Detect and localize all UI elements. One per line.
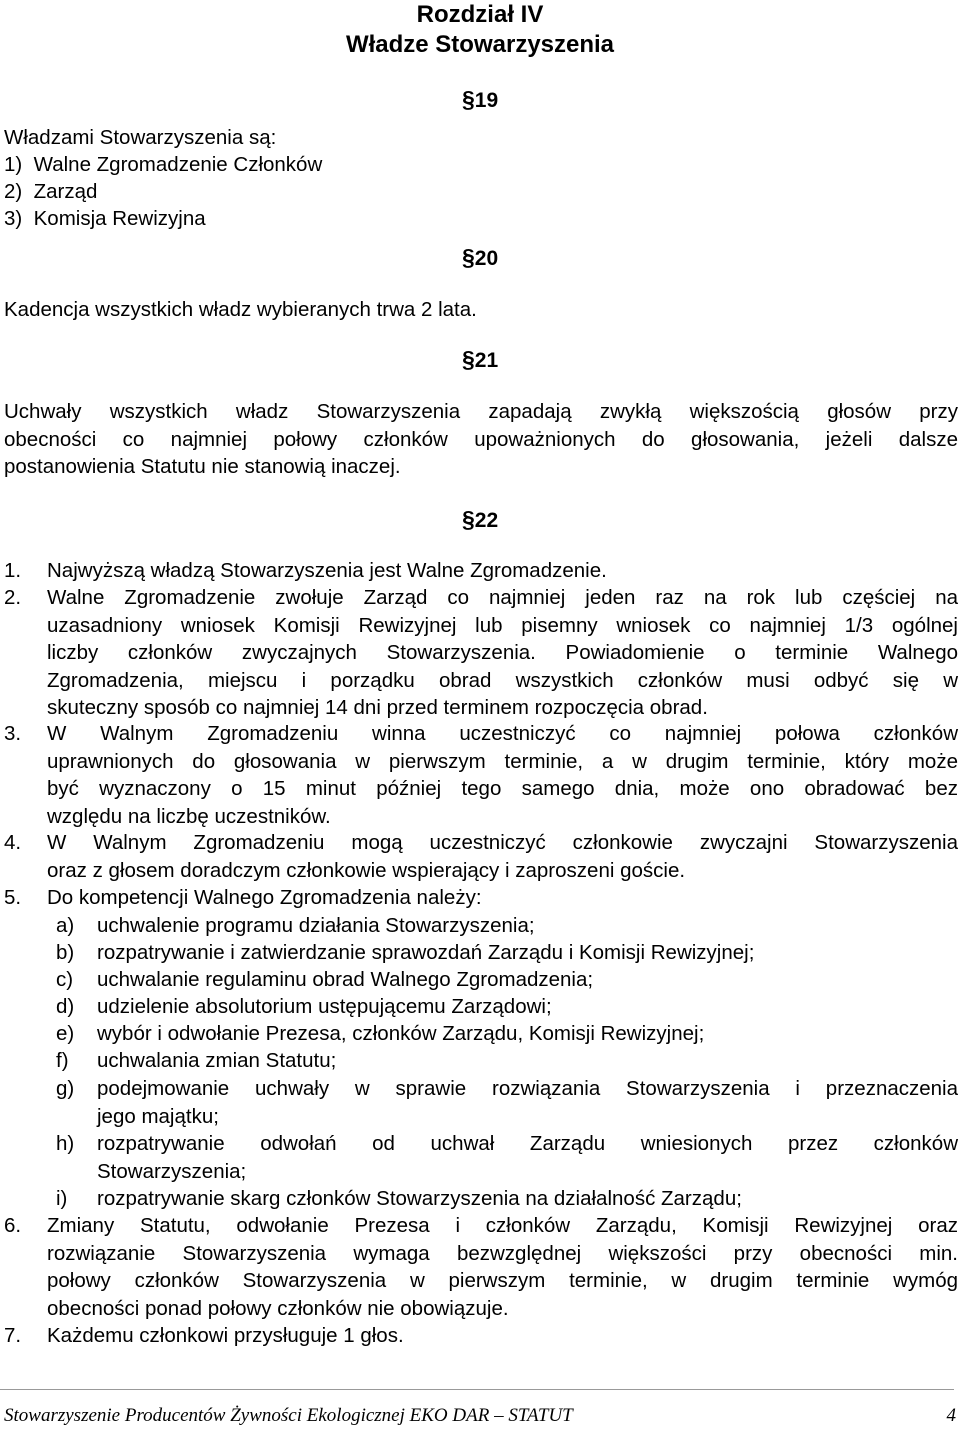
section-22-number: 22 [474, 509, 499, 532]
section-21-line: obecności co najmniej połowy członków upoważnionych do głosowania, jeżeli dalsze [4, 428, 958, 451]
item-line: Każdemu członkowi przysługuje 1 głos. [47, 1324, 404, 1347]
item-line: być wyznaczony o 15 minut później tego samego dnia, może ono obradować bez [47, 777, 958, 800]
item-line: względu na liczbę uczestników. [47, 804, 331, 828]
competence-line: rozpatrywanie odwołań od uchwał Zarządu wniesionych przez członków [97, 1132, 958, 1155]
section-21-heading: §21 [462, 346, 499, 372]
item-number: 1. [4, 559, 22, 582]
section-19-item: 2) Zarząd [4, 180, 98, 203]
item-line: liczby członków zwyczajnych Stowarzyszenia. Powiadomienie o terminie Walnego [47, 641, 958, 664]
page-number: 4 [946, 1405, 956, 1426]
competence-letter: d) [56, 995, 75, 1018]
item-line: oraz z głosem doradczym członkowie wspierający i zaproszeni goście. [47, 858, 686, 882]
section-21-line: postanowienia Statutu nie stanowią inaczej. [4, 455, 401, 478]
item-number: 3. [4, 722, 22, 745]
item-line: uzasadniony wniosek Komisji Rewizyjnej lub pisemny wniosek co najmniej 1/3 ogólnej [47, 613, 958, 637]
competence-line: uchwalania zmian Statutu; [97, 1049, 337, 1072]
item-line: W Walnym Zgromadzeniu winna uczestniczyć co najmniej połowa członków [47, 722, 958, 745]
competence-line: rozpatrywanie i zatwierdzanie sprawozdań Zarządu i Komisji Rewizyjnej; [97, 941, 755, 964]
competence-line: wybór i odwołanie Prezesa, członków Zarządu, Komisji Rewizyjnej; [97, 1022, 705, 1045]
item-line: W Walnym Zgromadzeniu mogą uczestniczyć członkowie zwyczajni Stowarzyszenia [47, 831, 958, 854]
competence-line: rozpatrywanie skarg członków Stowarzyszenia na działalność Zarządu; [97, 1187, 742, 1210]
competence-letter: f) [56, 1049, 69, 1072]
competence-line: uchwalenie programu działania Stowarzyszenia; [97, 914, 535, 937]
section-19-number: 19 [474, 89, 499, 112]
competence-letter: g) [56, 1077, 75, 1100]
footer-text: Stowarzyszenie Producentów Żywności Ekologicznej EKO DAR – STATUT [4, 1405, 573, 1426]
item-line: skuteczny sposób co najmniej 14 dni przed terminem rozpoczęcia obrad. [47, 696, 708, 719]
section-22-heading: §22 [462, 506, 499, 532]
chapter-title: Władze Stowarzyszenia [345, 31, 615, 58]
competence-line: uchwalanie regulaminu obrad Walnego Zgromadzenia; [97, 968, 594, 991]
section-19-item: 3) Komisja Rewizyjna [4, 207, 206, 230]
item-line: uprawnionych do głosowania w pierwszym terminie, a w drugim terminie, który może [47, 749, 958, 773]
section-21-line: Uchwały wszystkich władz Stowarzyszenia zapadają zwykłą większością głosów przy [4, 400, 958, 423]
item-number: 6. [4, 1214, 22, 1237]
item-line: Najwyższą władzą Stowarzyszenia jest Walne Zgromadzenie. [47, 559, 607, 582]
competence-letter: a) [56, 914, 75, 937]
competence-letter: h) [56, 1132, 75, 1155]
section-20-text: Kadencja wszystkich władz wybieranych trwa 2 lata. [4, 298, 477, 321]
item-number: 2. [4, 586, 22, 609]
item-line: Zgromadzenia, miejscu i porządku obrad wszystkich członków musi odbyć się w [47, 668, 958, 692]
competence-line: udzielenie absolutorium ustępującemu Zarządowi; [97, 995, 552, 1018]
footer-divider [0, 1389, 954, 1390]
competence-letter: b) [56, 941, 75, 964]
section-19-item: 1) Walne Zgromadzenie Członków [4, 153, 323, 176]
item-line: Walne Zgromadzenie zwołuje Zarząd co najmniej jeden raz na rok lub częściej na [47, 586, 958, 609]
item-line: Do kompetencji Walnego Zgromadzenia należy: [47, 886, 482, 909]
section-20-heading: §20 [462, 244, 499, 270]
item-number: 5. [4, 886, 22, 909]
competence-line: Stowarzyszenia; [97, 1159, 247, 1183]
section-20-number: 20 [474, 247, 499, 270]
item-line: Zmiany Statutu, odwołanie Prezesa i członków Zarządu, Komisji Rewizyjnej oraz [47, 1214, 958, 1237]
competence-letter: e) [56, 1022, 75, 1045]
section-19-intro: Władzami Stowarzyszenia są: [4, 126, 277, 149]
item-line: obecności ponad połowy członków nie obowiązuje. [47, 1296, 509, 1320]
chapter-number: Rozdział IV [416, 1, 544, 28]
item-number: 4. [4, 831, 22, 854]
competence-letter: c) [56, 968, 74, 991]
competence-line: jego majątku; [97, 1104, 219, 1128]
section-21-number: 21 [474, 349, 499, 372]
item-line: połowy członków Stowarzyszenia w pierwszym terminie, w drugim terminie wymóg [47, 1269, 958, 1292]
item-number: 7. [4, 1324, 22, 1347]
competence-line: podejmowanie uchwały w sprawie rozwiązania Stowarzyszenia i przeznaczenia [97, 1077, 958, 1100]
competence-letter: i) [56, 1187, 68, 1210]
item-line: rozwiązanie Stowarzyszenia wymaga bezwzględnej większości przy obecności min. [47, 1241, 958, 1265]
section-19-heading: §19 [462, 86, 499, 112]
